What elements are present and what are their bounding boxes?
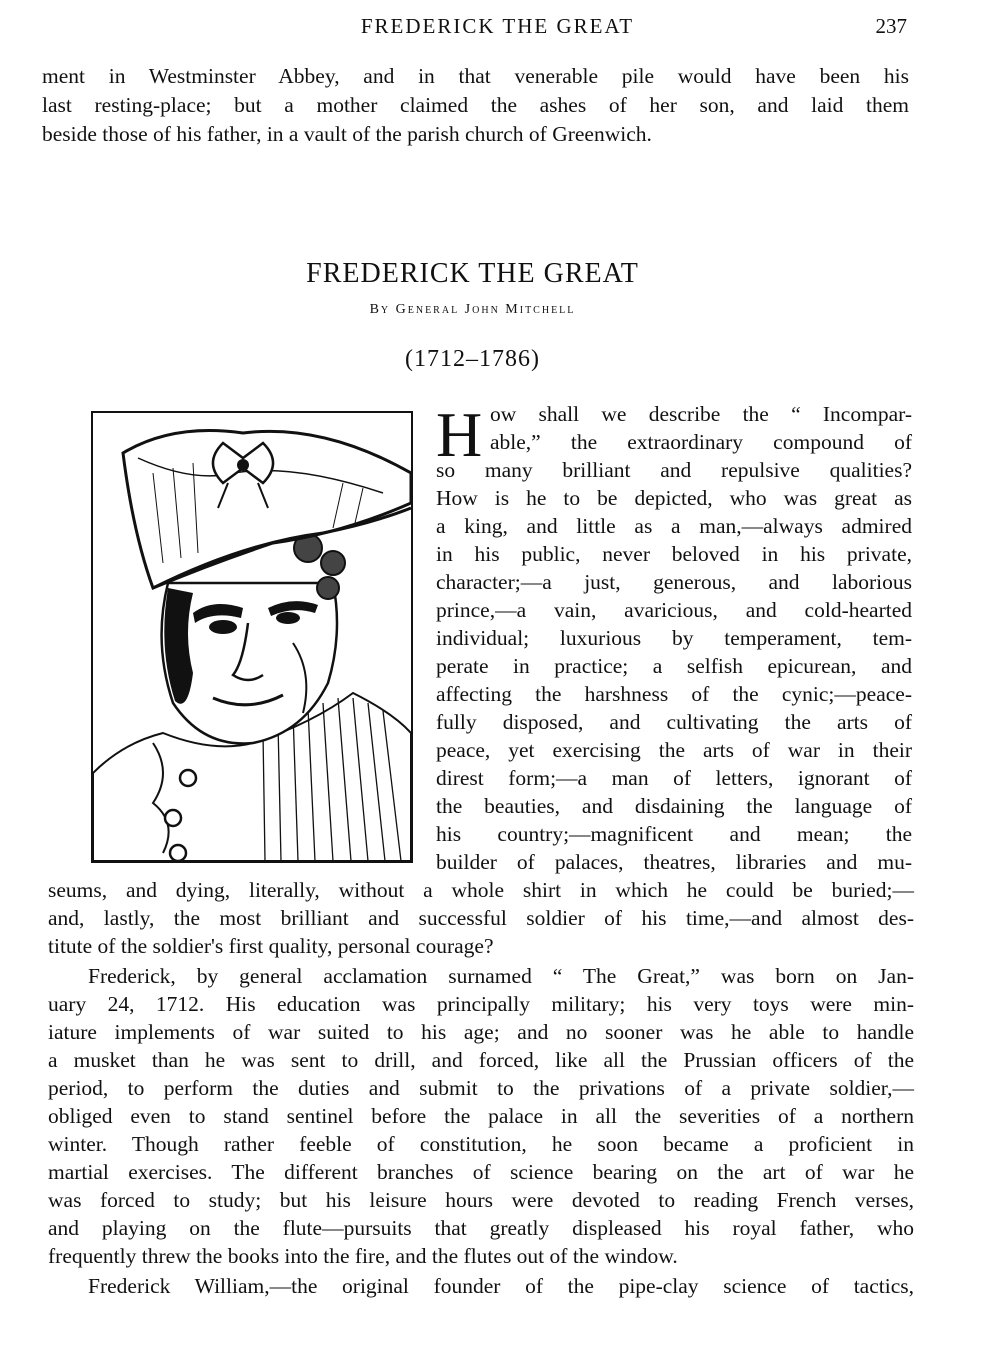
text-line: How is he to be depicted, who was great as [436,486,912,510]
text-line: in his public, never beloved in his private, [436,542,912,566]
chapter-title: FREDERICK THE GREAT [306,258,639,289]
text-line: iature implements of war suited to his age; and no sooner was he able to handle [48,1020,914,1044]
text-line: winter. Though rather feeble of constitution, he soon became a proficient in [48,1132,914,1156]
text-line: martial exercises. The different branches of science bearing on the art of war he [48,1160,914,1184]
text-line: seums, and dying, literally, without a whole shirt in which he could be buried;— [48,878,914,902]
page-number: 237 [875,14,907,38]
text-line: period, to perform the duties and submit to the privations of a private soldier,— [48,1076,914,1100]
text-line: beside those of his father, in a vault of the parish church of Greenwich. [42,122,652,146]
text-line: his country;—magnificent and mean; the [436,822,912,846]
text-line: direst form;—a man of letters, ignorant of [436,766,912,790]
chapter-dates: (1712–1786) [405,346,540,372]
chapter-byline: By General John Mitchell [369,302,576,317]
text-line: peace, yet exercising the arts of war in their [436,738,912,762]
running-header [0,14,995,44]
text-line: ow shall we describe the “ Incompar- [490,402,912,426]
text-line: builder of palaces, theatres, libraries and mu- [436,850,912,874]
text-line: obliged even to stand sentinel before the palace in all the severities of a northern [48,1104,914,1128]
text-line: ment in Westminster Abbey, and in that venerable pile would have been his [42,64,909,88]
portrait-illustration [93,413,411,861]
text-line: the beauties, and disdaining the language of [436,794,912,818]
text-line: last resting-place; but a mother claimed the ashes of her son, and laid them [42,93,909,117]
text-line: uary 24, 1712. His education was principally military; his very toys were min- [48,992,914,1016]
drop-cap: H [436,399,483,470]
text-line: titute of the soldier's first quality, personal courage? [48,934,494,958]
text-line: prince,—a vain, avaricious, and cold-hearted [436,598,912,622]
text-line: affecting the harshness of the cynic;—peace- [436,682,912,706]
text-line: and playing on the flute—pursuits that greatly displeased his royal father, who [48,1216,914,1240]
text-line: perate in practice; a selfish epicurean, and [436,654,912,678]
portrait-frederick-the-great [91,411,413,863]
text-line: fully disposed, and cultivating the arts of [436,710,912,734]
text-line: a musket than he was sent to drill, and forced, like all the Prussian officers of the [48,1048,914,1072]
text-line: a king, and little as a man,—always admired [436,514,912,538]
text-line: Frederick William,—the original founder of the pipe-clay science of tactics, [88,1274,914,1298]
text-line: so many brilliant and repulsive qualities? [436,458,912,482]
text-line: character;—a just, generous, and laborious [436,570,912,594]
text-line: Frederick, by general acclamation surnamed “ The Great,” was born on Jan- [88,964,914,988]
text-line: and, lastly, the most brilliant and successful soldier of his time,—and almost des- [48,906,914,930]
running-title: FREDERICK THE GREAT [360,14,635,38]
text-line: able,” the extraordinary compound of [490,430,912,454]
text-line: was forced to study; but his leisure hours were devoted to reading French verses, [48,1188,914,1212]
text-line: individual; luxurious by temperament, tem- [436,626,912,650]
text-line: frequently threw the books into the fire, and the flutes out of the window. [48,1244,678,1268]
